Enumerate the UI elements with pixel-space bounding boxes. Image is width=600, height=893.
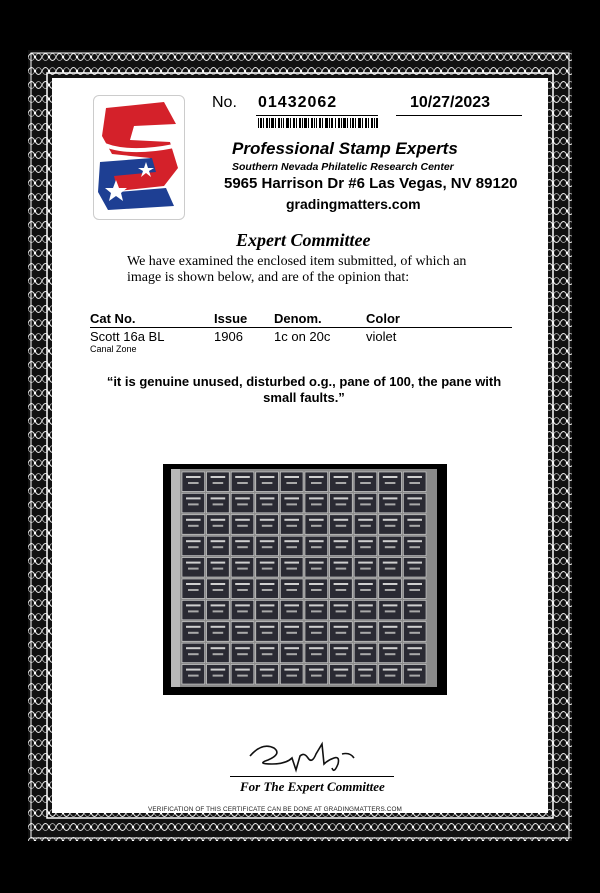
- stamp: [305, 558, 328, 577]
- certificate-number: 01432062: [258, 94, 338, 111]
- stamp-grid: [171, 469, 437, 687]
- stamp: [330, 665, 353, 684]
- stamp: [379, 558, 402, 577]
- stamp: [256, 622, 279, 641]
- company-subtitle: Southern Nevada Philatelic Research Center: [232, 161, 454, 173]
- column-header-issue: Issue: [214, 311, 248, 326]
- item-denom: 1c on 20c: [274, 329, 331, 344]
- stamp-image: [163, 464, 447, 695]
- stamp: [207, 472, 230, 491]
- stamp: [207, 493, 230, 512]
- stamp: [182, 558, 205, 577]
- stamp: [182, 493, 205, 512]
- stamp: [330, 472, 353, 491]
- stamp: [256, 536, 279, 555]
- stamp: [182, 600, 205, 619]
- stamp: [231, 472, 254, 491]
- stamp: [182, 472, 205, 491]
- stamp: [207, 579, 230, 598]
- stamp: [403, 622, 426, 641]
- stamp: [379, 600, 402, 619]
- item-country: Canal Zone: [90, 344, 137, 354]
- stamp: [330, 600, 353, 619]
- pse-logo: [93, 95, 185, 220]
- stamp: [354, 515, 377, 534]
- stamp: [231, 558, 254, 577]
- stamp: [403, 600, 426, 619]
- stamp: [379, 622, 402, 641]
- certificate-number-label: No.: [212, 94, 237, 111]
- company-address: 5965 Harrison Dr #6 Las Vegas, NV 89120: [224, 175, 518, 192]
- stamp: [354, 579, 377, 598]
- stamp: [231, 622, 254, 641]
- stamp: [256, 643, 279, 662]
- stamp: [330, 536, 353, 555]
- stamp: [403, 493, 426, 512]
- stamp: [182, 622, 205, 641]
- number-underline: [256, 115, 378, 116]
- stamp: [280, 493, 303, 512]
- stamp: [379, 536, 402, 555]
- stamp: [354, 600, 377, 619]
- stamp: [231, 515, 254, 534]
- stamp: [280, 600, 303, 619]
- stamp: [330, 515, 353, 534]
- stamp: [379, 515, 402, 534]
- stamp: [330, 558, 353, 577]
- stamp: [182, 643, 205, 662]
- stamp: [280, 579, 303, 598]
- header-rule: [90, 327, 512, 328]
- stamp: [280, 472, 303, 491]
- certificate-date: 10/27/2023: [410, 94, 491, 111]
- stamp: [403, 536, 426, 555]
- verification-note: VERIFICATION OF THIS CERTIFICATE CAN BE DONE AT GRADINGMATTERS.COM: [148, 806, 402, 813]
- date-underline: [396, 115, 522, 116]
- stamp: [182, 536, 205, 555]
- stamp: [354, 472, 377, 491]
- stamp: [231, 600, 254, 619]
- stamp: [182, 665, 205, 684]
- stamp: [207, 536, 230, 555]
- stamp: [207, 600, 230, 619]
- stamp: [305, 665, 328, 684]
- stamp: [305, 472, 328, 491]
- stamp: [379, 493, 402, 512]
- stamp: [207, 643, 230, 662]
- stamp: [207, 622, 230, 641]
- item-color: violet: [366, 329, 397, 344]
- stamp: [231, 536, 254, 555]
- stamp: [330, 579, 353, 598]
- signature: [242, 734, 362, 776]
- stamp: [231, 493, 254, 512]
- stamp: [207, 665, 230, 684]
- stamp: [182, 579, 205, 598]
- stamp: [379, 472, 402, 491]
- item-issue: 1906: [214, 329, 243, 344]
- stamp: [182, 515, 205, 534]
- stamp: [231, 579, 254, 598]
- stamp: [280, 558, 303, 577]
- stamp: [256, 493, 279, 512]
- stamp: [280, 665, 303, 684]
- stamp: [256, 600, 279, 619]
- stamp: [256, 665, 279, 684]
- stamp: [305, 622, 328, 641]
- column-header-color: Color: [366, 311, 400, 326]
- company-name: Professional Stamp Experts: [232, 139, 458, 158]
- stamp: [330, 643, 353, 662]
- stamp: [354, 536, 377, 555]
- stamp: [305, 493, 328, 512]
- stamp: [256, 472, 279, 491]
- stamp: [280, 536, 303, 555]
- stamp: [305, 515, 328, 534]
- stamp: [403, 665, 426, 684]
- stamp: [330, 622, 353, 641]
- signature-line: [230, 776, 394, 777]
- stamp: [280, 515, 303, 534]
- signature-caption: For The Expert Committee: [240, 779, 385, 794]
- stamp: [305, 643, 328, 662]
- intro-text: We have examined the enclosed item submitted, of which an image is shown below, and are of the opinion that:: [127, 254, 467, 285]
- stamp: [231, 665, 254, 684]
- stamp: [231, 643, 254, 662]
- stamp: [207, 515, 230, 534]
- stamp: [354, 643, 377, 662]
- stamp: [256, 558, 279, 577]
- stamp: [305, 600, 328, 619]
- section-title: Expert Committee: [236, 230, 371, 250]
- stamp: [207, 558, 230, 577]
- stamp: [403, 515, 426, 534]
- stamp: [330, 493, 353, 512]
- company-website: gradingmatters.com: [286, 196, 421, 212]
- stamp: [403, 472, 426, 491]
- stamp: [305, 579, 328, 598]
- stamp: [403, 643, 426, 662]
- stamp: [280, 622, 303, 641]
- item-cat-no: Scott 16a BL: [90, 329, 165, 344]
- stamp: [305, 536, 328, 555]
- stamp: [403, 558, 426, 577]
- stamp: [354, 493, 377, 512]
- column-header-cat-no: Cat No.: [90, 311, 136, 326]
- stamp: [256, 579, 279, 598]
- stamp: [280, 643, 303, 662]
- stamp: [354, 665, 377, 684]
- opinion-text: “it is genuine unused, disturbed o.g., pane of 100, the pane with small faults.”: [106, 374, 502, 405]
- sheet-margin: [171, 469, 180, 687]
- stamp: [403, 579, 426, 598]
- stamp: [379, 579, 402, 598]
- stamp: [354, 558, 377, 577]
- barcode: [258, 118, 378, 128]
- stamp: [256, 515, 279, 534]
- stamp-pane: [171, 469, 437, 687]
- column-header-denom: Denom.: [274, 311, 322, 326]
- stamp: [379, 643, 402, 662]
- stamp: [354, 622, 377, 641]
- stamp: [379, 665, 402, 684]
